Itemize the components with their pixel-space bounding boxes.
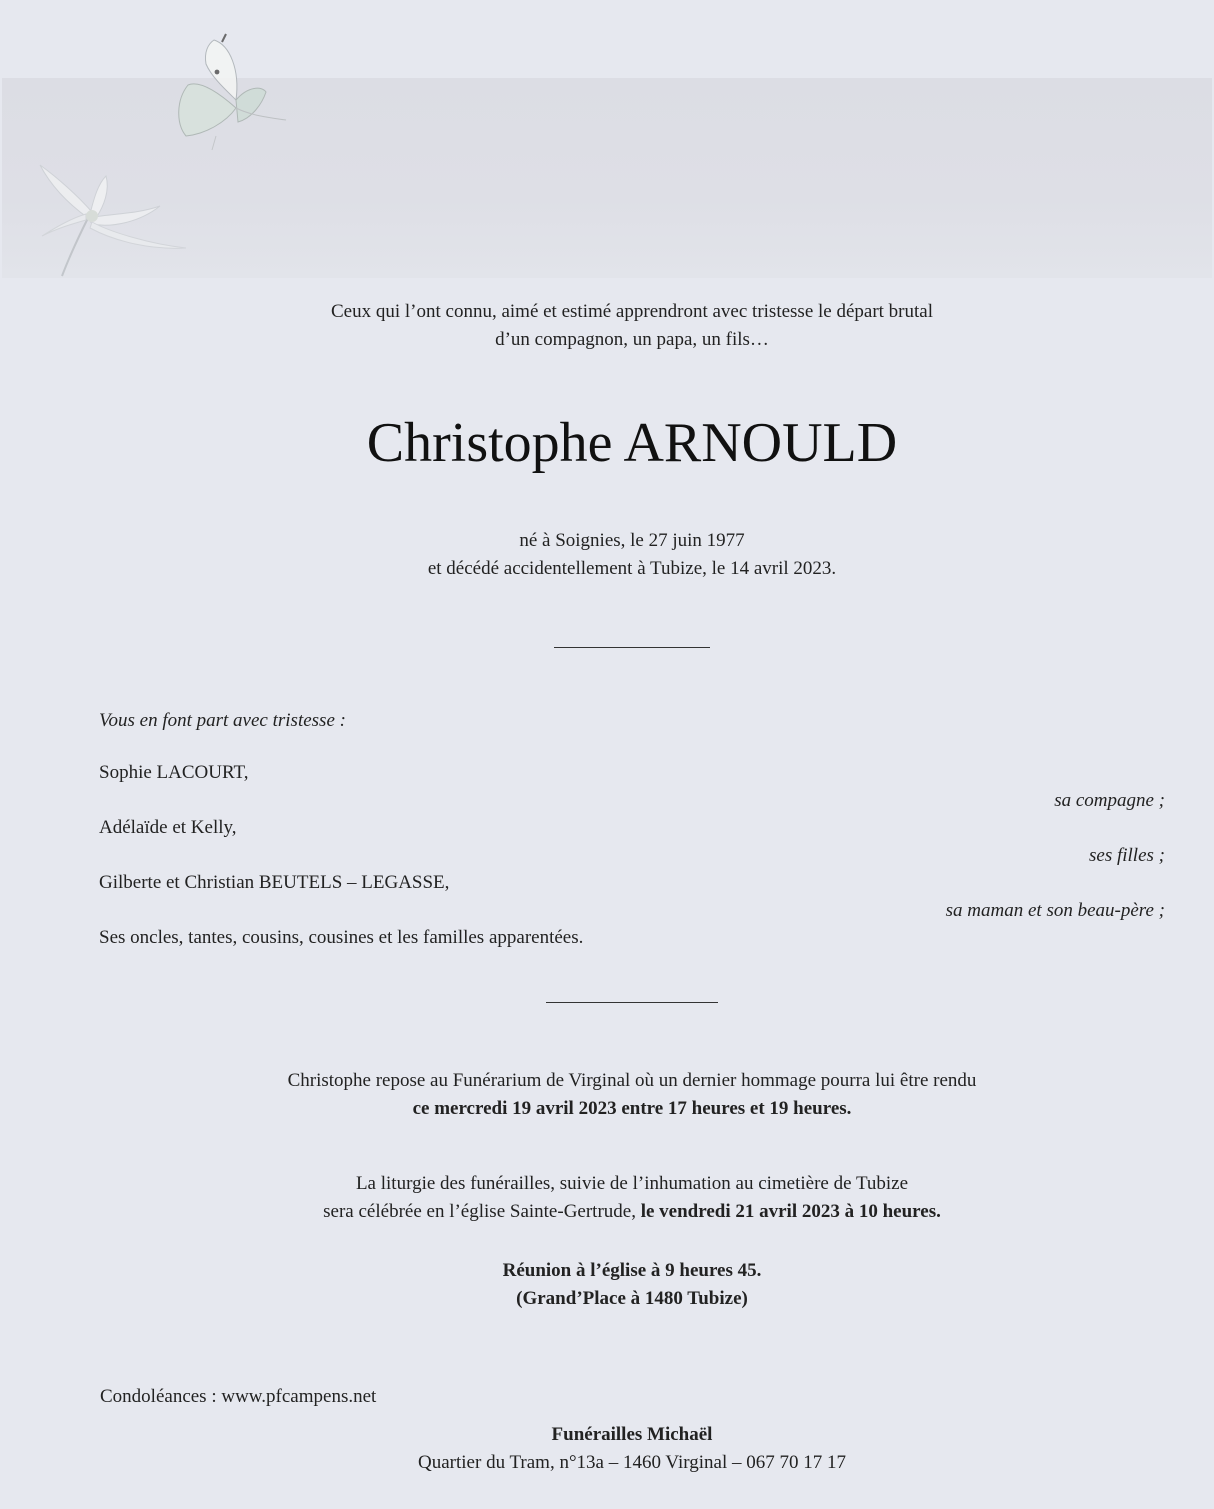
family-member-names: Adélaïde et Kelly, — [99, 817, 237, 838]
life-dates — [0, 527, 1214, 583]
condolences-link[interactable]: Condoléances : www.pfcampens.net — [100, 1386, 377, 1407]
death-line: et décédé accidentellement à Tubize, le 14 avril 2023. — [427, 558, 837, 579]
deceased-name: Christophe ARNOULD — [366, 412, 898, 474]
funeral-home-address: Quartier du Tram, n°13a – 1460 Virginal – 067 70 17 17 — [418, 1452, 846, 1473]
family-member-relation: sa maman et son beau-père ; — [945, 900, 1165, 921]
funeral-home-footer — [0, 1421, 1214, 1477]
intro-text — [0, 298, 1214, 354]
birth-line: né à Soignies, le 27 juin 1977 — [519, 530, 745, 551]
family-member-names: Sophie LACOURT, — [99, 762, 249, 783]
family-heading: Vous en font part avec tristesse : — [99, 710, 346, 731]
family-member-relation: sa compagne ; — [1054, 790, 1165, 811]
liturgy-line-2-date: le vendredi 21 avril 2023 à 10 heures. — [640, 1201, 941, 1222]
extended-family: Ses oncles, tantes, cousins, cousines et les familles apparentées. — [99, 927, 584, 948]
intro-line-1: Ceux qui l’ont connu, aimé et estimé apprendront avec tristesse le départ brutal — [331, 301, 933, 322]
butterfly-icon — [179, 34, 286, 150]
meeting-info — [0, 1257, 1214, 1313]
visitation-line-2: ce mercredi 19 avril 2023 entre 17 heures et 19 heures. — [412, 1098, 852, 1119]
meeting-line-2: (Grand’Place à 1480 Tubize) — [516, 1288, 748, 1309]
intro-line-2: d’un compagnon, un papa, un fils… — [495, 329, 769, 350]
family-member-names: Gilberte et Christian BEUTELS – LEGASSE, — [99, 872, 450, 893]
liturgy-line-2-prefix: sera célébrée en l’église Sainte-Gertrude, — [323, 1201, 641, 1222]
meeting-line-1: Réunion à l’église à 9 heures 45. — [502, 1260, 762, 1281]
liturgy-line-1: La liturgie des funérailles, suivie de l’inhumation au cimetière de Tubize — [355, 1173, 909, 1194]
butterfly-flower-illustration — [0, 0, 320, 290]
liturgy-info — [0, 1170, 1214, 1226]
flower-icon — [40, 165, 186, 276]
funeral-home-name: Funérailles Michaël — [551, 1424, 713, 1445]
liturgy-line-2 — [0, 1198, 1214, 1226]
visitation-info — [0, 1067, 1214, 1123]
visitation-line-1: Christophe repose au Funérarium de Virginal où un dernier hommage pourra lui être rendu — [287, 1070, 977, 1091]
family-member-relation: ses filles ; — [1089, 845, 1165, 866]
divider — [554, 647, 710, 648]
divider — [546, 1002, 718, 1003]
